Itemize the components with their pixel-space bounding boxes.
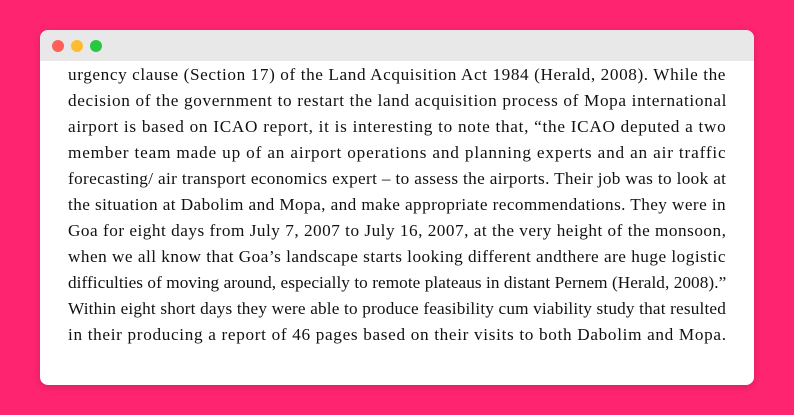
text-line-8: when we all know that Goa’s landscape starts looking different andthere are huge logistic xyxy=(68,247,726,266)
text-line-11: in their producing a report of 46 pages based on their visits to both Dabolim and Mopa. xyxy=(68,325,727,344)
close-window-button[interactable] xyxy=(52,40,64,52)
text-line-2: decision of the government to restart the land acquisition process of Mopa international xyxy=(68,91,728,110)
maximize-window-button[interactable] xyxy=(90,40,102,52)
document-page xyxy=(40,61,754,385)
minimize-window-button[interactable] xyxy=(71,40,83,52)
text-line-3: airport is based on ICAO report, it is interesting to note that, “the ICAO deputed a two xyxy=(68,117,727,136)
text-line-4: member team made up of an airport operations and planning experts and an air traffic xyxy=(68,143,727,162)
window-titlebar xyxy=(40,30,754,61)
text-line-9: difficulties of moving around, especially to remote plateaus in distant Pernem (Herald, 2008).” xyxy=(68,273,727,292)
text-line-5: forecasting/ air transport economics expert – to assess the airports. Their job was to look at xyxy=(68,169,727,188)
text-line-6: the situation at Dabolim and Mopa, and make appropriate recommendations. They were in xyxy=(68,195,727,214)
text-line-1: urgency clause (Section 17) of the Land Acquisition Act 1984 (Herald, 2008). While the xyxy=(68,65,727,84)
text-line-7: Goa for eight days from July 7, 2007 to July 16, 2007, at the very height of the monsoon, xyxy=(68,221,727,240)
text-line-10: Within eight short days they were able to produce feasibility cum viability study that resulted xyxy=(68,299,727,318)
browser-window xyxy=(40,30,754,385)
